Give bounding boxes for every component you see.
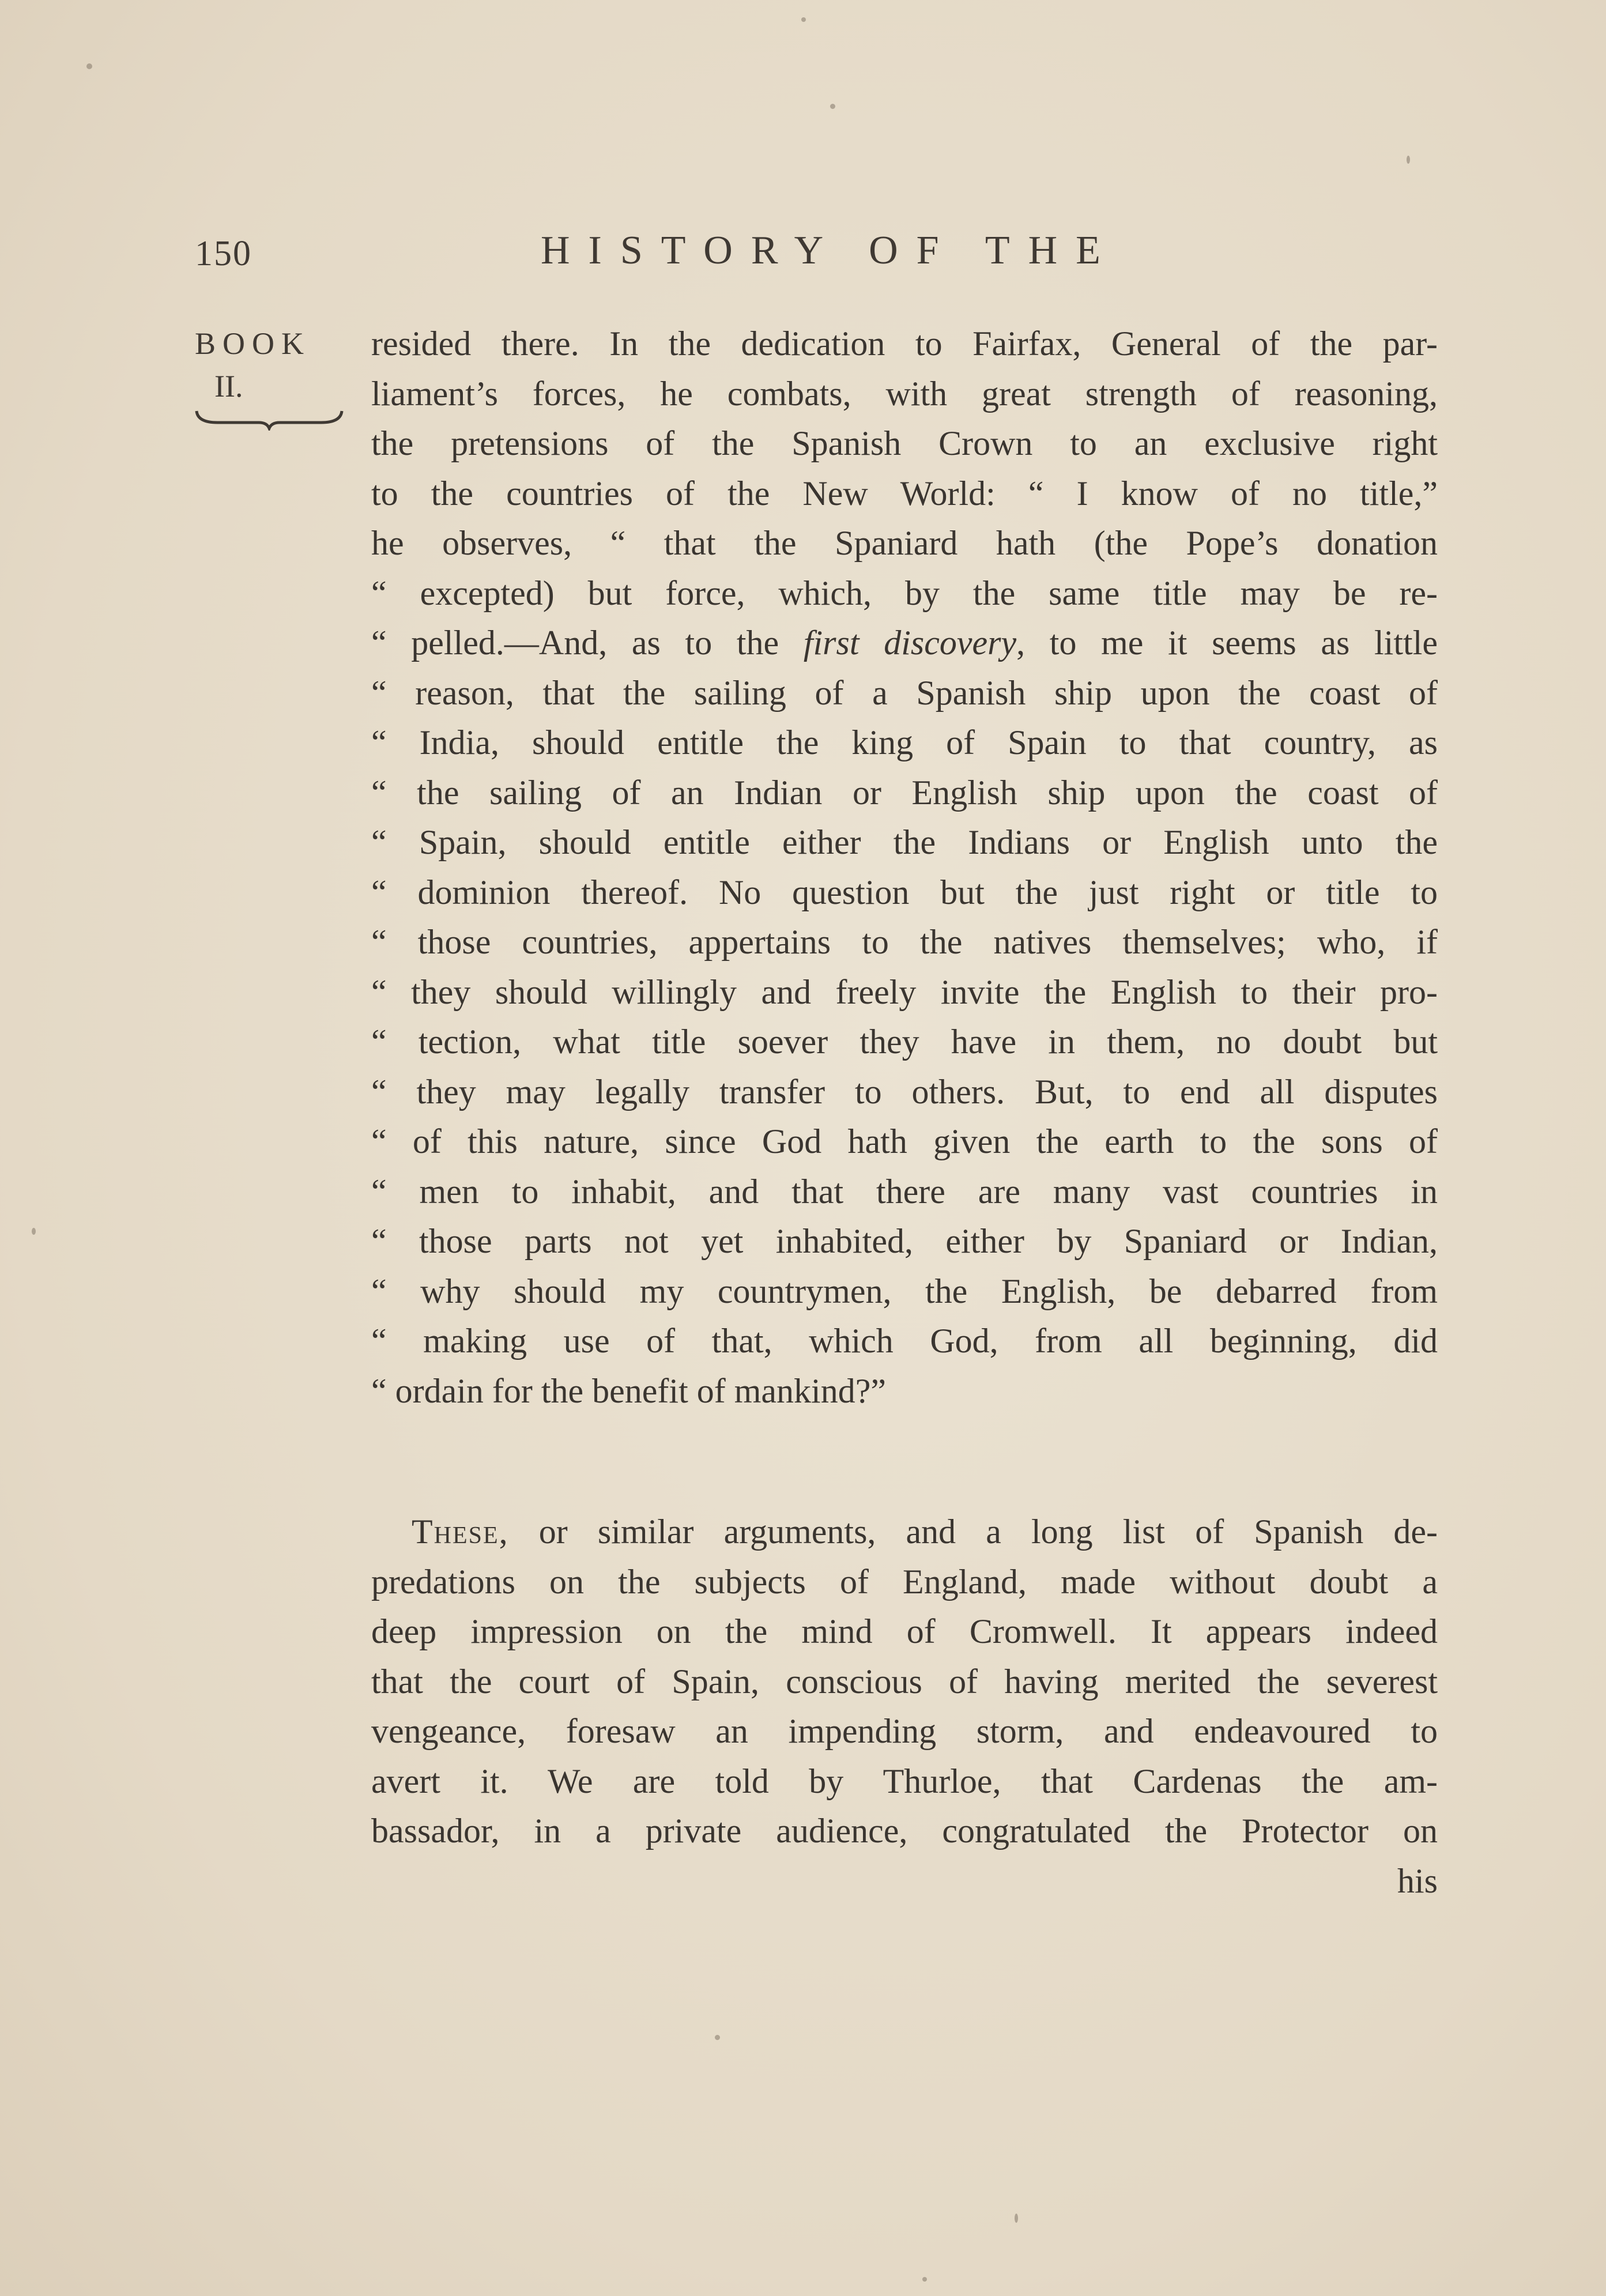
body-text bbox=[371, 319, 1438, 1906]
text-line: “ India, should entitle the king of Spain to that country, as bbox=[371, 723, 1438, 761]
text-line: “ pelled.—And, as to the first discovery, to me it seems as little bbox=[371, 624, 1438, 662]
paper-speck bbox=[830, 104, 835, 109]
text-line: “ reason, that the sailing of a Spanish ship upon the coast of bbox=[371, 673, 1438, 712]
paper-speck bbox=[922, 2277, 927, 2282]
text-line: “ dominion thereof. No question but the just right or title to bbox=[371, 873, 1438, 911]
text-line: resided there. In the dedication to Fairfax, General of the par- bbox=[371, 325, 1438, 363]
text-line: “ those parts not yet inhabited, either by Spaniard or Indian, bbox=[371, 1222, 1438, 1260]
paper-speck bbox=[1015, 2214, 1018, 2223]
paragraph-lead-word: These, bbox=[412, 1513, 509, 1551]
text-line: vengeance, foresaw an impending storm, and endeavoured to bbox=[371, 1712, 1438, 1750]
text-line: “ they may legally transfer to others. But, to end all disputes bbox=[371, 1072, 1438, 1111]
paper-speck bbox=[32, 1228, 36, 1235]
text-line: “ making use of that, which God, from all beginning, did bbox=[371, 1322, 1438, 1360]
text-line: “ the sailing of an Indian or English ship upon the coast of bbox=[371, 773, 1438, 812]
text-line: avert it. We are told by Thurloe, that Cardenas the am- bbox=[371, 1762, 1438, 1800]
text-line: the pretensions of the Spanish Crown to an exclusive right bbox=[371, 424, 1438, 462]
paper-speck bbox=[86, 63, 92, 69]
paragraph-gap bbox=[371, 1416, 1438, 1507]
text-line: “ of this nature, since God hath given the earth to the sons of bbox=[371, 1122, 1438, 1160]
text-line: predations on the subjects of England, made without doubt a bbox=[371, 1562, 1438, 1601]
paper-speck bbox=[1407, 156, 1410, 164]
text-line: “ tection, what title soever they have in them, no doubt but bbox=[371, 1023, 1438, 1061]
italic-phrase: first discovery bbox=[803, 624, 1017, 662]
text-line: to the countries of the New World: “ I know of no title,” bbox=[371, 474, 1438, 512]
margin-note bbox=[191, 326, 347, 433]
text-line: “ why should my countrymen, the English, be debarred from bbox=[371, 1272, 1438, 1310]
text-line: liament’s forces, he combats, with great strength of reasoning, bbox=[371, 374, 1438, 413]
text-line: “ excepted) but force, which, by the same title may be re- bbox=[371, 574, 1438, 612]
paper-speck bbox=[801, 17, 806, 22]
running-head: HISTORY OF THE bbox=[541, 228, 1119, 273]
text-line: “ those countries, appertains to the natives themselves; who, if bbox=[371, 923, 1438, 961]
text-line: “ they should willingly and freely invite the English to their pro- bbox=[371, 972, 1438, 1011]
text-line: deep impression on the mind of Cromwell. It appears indeed bbox=[371, 1612, 1438, 1650]
text-line: “ Spain, should entitle either the Indians or English unto the bbox=[371, 823, 1438, 861]
paper-speck bbox=[715, 2035, 720, 2040]
margin-book-label: BOOK bbox=[195, 326, 311, 361]
text-line: “ ordain for the benefit of mankind?” bbox=[371, 1371, 886, 1410]
text-line: “ men to inhabit, and that there are many vast countries in bbox=[371, 1172, 1438, 1211]
text-line: bassador, in a private audience, congratulated the Protector on bbox=[371, 1812, 1438, 1850]
text-line: that the court of Spain, conscious of having merited the severest bbox=[371, 1662, 1438, 1701]
page-number: 150 bbox=[195, 234, 252, 273]
margin-volume-label: II. bbox=[214, 369, 243, 404]
text-line bbox=[371, 1507, 1438, 1557]
text-line-rest: or similar arguments, and a long list of Spanish de- bbox=[508, 1513, 1438, 1551]
text-line: he observes, “ that the Spaniard hath (the Pope’s donation bbox=[371, 524, 1438, 562]
catchword: his bbox=[1397, 1861, 1438, 1900]
margin-brace-icon bbox=[191, 408, 347, 433]
